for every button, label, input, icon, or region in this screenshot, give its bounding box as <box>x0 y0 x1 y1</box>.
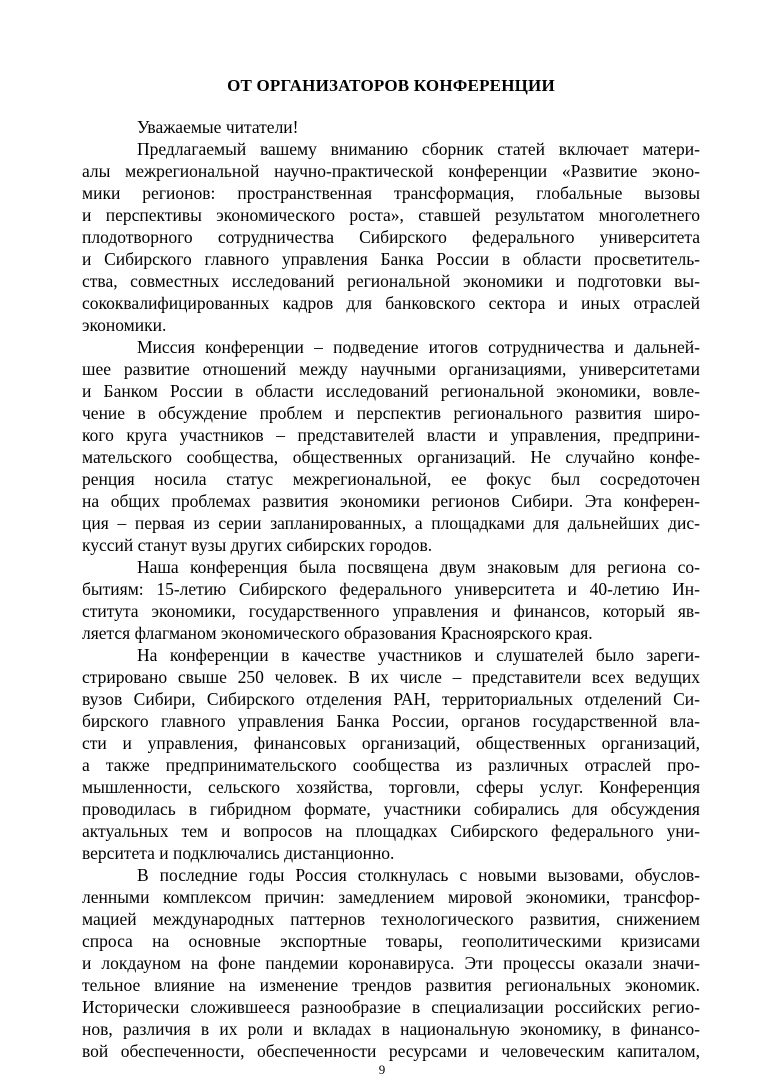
text-line: мики регионов: пространственная трансформация, глобальные вызовы <box>82 183 700 203</box>
text-line: и Сибирского главного управления Банка России в области просветитель- <box>82 249 700 269</box>
text-line: чение в обсуждение проблем и перспектив регионального развития широ- <box>82 403 700 423</box>
text-line: Предлагаемый вашему вниманию сборник статей включает матери- <box>137 139 700 159</box>
text-line: куссий станут вузы других сибирских городов. <box>82 535 433 555</box>
text-line: актуальных тем и вопросов на площадках Сибирского федерального уни- <box>82 821 700 841</box>
text-line: ства, совместных исследований региональной экономики и подготовки вы- <box>82 271 700 291</box>
text-line: на общих проблемах развития экономики регионов Сибири. Эта конферен- <box>82 491 700 511</box>
text-line: и перспективы экономического роста», ставшей результатом многолетнего <box>82 205 700 225</box>
text-line: нов, различия в их роли и вкладах в национальную экономику, в финансо- <box>82 1019 700 1039</box>
text-line: и Банком России в области исследований региональной экономики, вовле- <box>82 381 700 401</box>
text-line: спроса на основные экспортные товары, геополитическими кризисами <box>82 931 700 951</box>
text-line: ренция носила статус межрегиональной, ее фокус был сосредоточен <box>82 469 700 489</box>
text-line: Миссия конференции – подведение итогов сотрудничества и дальней- <box>137 337 700 357</box>
text-line: а также предпринимательского сообщества из различных отраслей про- <box>82 755 700 775</box>
text-line: верситета и подключались дистанционно. <box>82 843 395 863</box>
text-line: шее развитие отношений между научными организациями, университетами <box>82 359 700 379</box>
text-line: Уважаемые читатели! <box>137 117 299 137</box>
text-line: Исторически сложившееся разнообразие в специализации российских регио- <box>82 997 700 1017</box>
text-line: тельное влияние на изменение трендов развития региональных экономик. <box>82 975 700 995</box>
text-line: проводилась в гибридном формате, участники собирались для обсуждения <box>82 799 700 819</box>
text-line: мацией международных паттернов технологического развития, снижением <box>82 909 700 929</box>
text-line: кого круга участников – представителей власти и управления, предприни- <box>82 425 700 445</box>
text-line: бытиям: 15-летию Сибирского федерального университета и 40-летию Ин- <box>82 579 700 599</box>
text-line: и локдауном на фоне пандемии коронавируса. Эти процессы оказали значи- <box>82 953 700 973</box>
text-line: вузов Сибири, Сибирского отделения РАН, территориальных отделений Си- <box>82 689 700 709</box>
text-line: сти и управления, финансовых организаций, общественных организаций, <box>82 733 700 753</box>
text-line: сококвалифицированных кадров для банковского сектора и иных отраслей <box>82 293 700 313</box>
text-line: В последние годы Россия столкнулась с новыми вызовами, обуслов- <box>137 865 700 885</box>
text-line: ция – первая из серии запланированных, а площадками для дальнейших дис- <box>82 513 700 533</box>
text-line: экономики. <box>82 315 167 335</box>
text-line: плодотворного сотрудничества Сибирского федерального университета <box>82 227 700 247</box>
text-line: мышленности, сельского хозяйства, торговли, сферы услуг. Конференция <box>82 777 700 797</box>
text-line: Наша конференция была посвящена двум знаковым для региона со- <box>137 557 700 577</box>
document-title: ОТ ОРГАНИЗАТОРОВ КОНФЕРЕНЦИИ <box>227 76 555 95</box>
text-line: ляется флагманом экономического образования Красноярского края. <box>82 623 593 643</box>
text-line: алы межрегиональной научно-практической конференции «Развитие эконо- <box>82 161 700 181</box>
text-line: мательского сообщества, общественных организаций. Не случайно конфе- <box>82 447 700 467</box>
page-number: 9 <box>378 1062 386 1077</box>
text-line: стрировано свыше 250 человек. В их числе – представители всех ведущих <box>82 667 700 687</box>
text-line: вой обеспеченности, обеспеченности ресурсами и человеческим капиталом, <box>82 1041 700 1061</box>
text-line: бирского главного управления Банка России, органов государственной вла- <box>82 711 700 731</box>
text-line: ститута экономики, государственного управления и финансов, который яв- <box>82 601 700 621</box>
text-line: На конференции в качестве участников и слушателей было зареги- <box>137 645 700 665</box>
text-line: ленными комплексом причин: замедлением мировой экономики, трансфор- <box>82 887 700 907</box>
